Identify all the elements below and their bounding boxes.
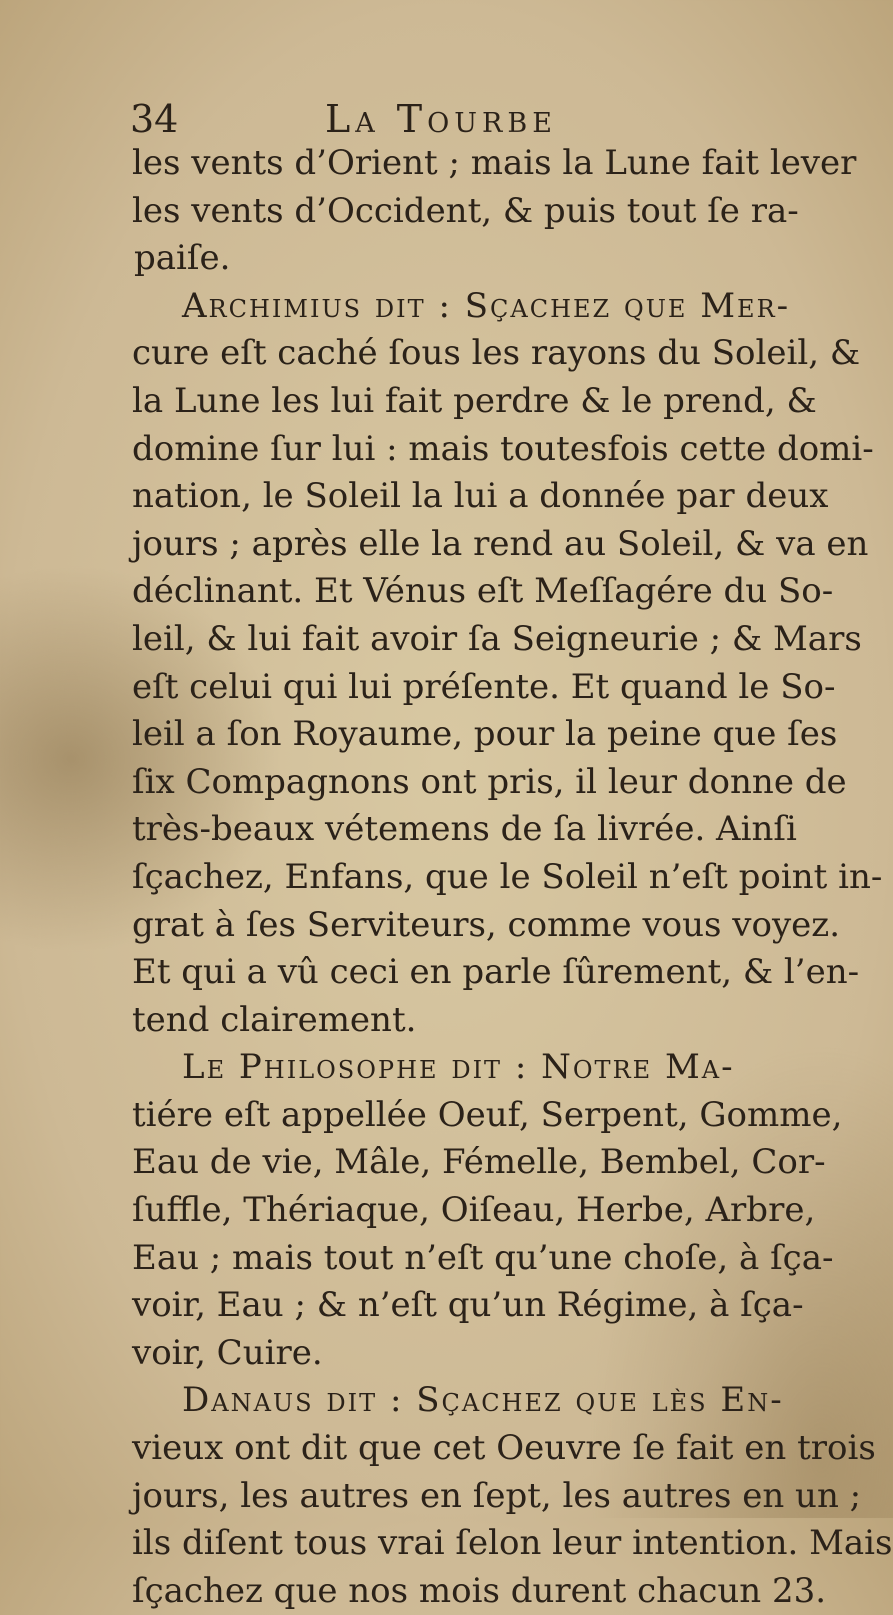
text-line: leil a ſon Royaume, pour la peine que ſes xyxy=(132,714,838,755)
text-line: leil, & lui fait avoir ſa Seigneurie ; & Mars xyxy=(132,618,862,659)
text-line: voir, Cuire. xyxy=(132,1332,323,1373)
page-header xyxy=(130,94,690,144)
text-line: Eau de vie, Mâle, Fémelle, Bembel, Cor- xyxy=(132,1142,826,1183)
text-line: Archimius dit : Sçachez que Mer- xyxy=(182,285,791,326)
text-line: Danaus dit : Sçachez que lès En- xyxy=(182,1380,784,1421)
text-line: tiére eſt appellée Oeuf, Serpent, Gomme, xyxy=(132,1094,843,1135)
text-line: jours ; après elle la rend au Soleil, & va en xyxy=(132,523,869,564)
text-line: les vents d’Occident, & puis tout ſe ra- xyxy=(132,190,799,231)
text-line: déclinant. Et Vénus eſt Meſſagére du So- xyxy=(132,571,834,612)
text-line: paiſe. xyxy=(134,238,231,279)
text-line: ſix Compagnons ont pris, il leur donne de xyxy=(132,761,847,802)
text-line: la Lune les lui fait perdre & le prend, & xyxy=(132,380,817,421)
text-line: les vents d’Orient ; mais la Lune fait lever xyxy=(132,143,857,183)
text-body xyxy=(108,140,893,1615)
text-line: eſt celui qui lui préſente. Et quand le So- xyxy=(132,666,836,707)
running-title: La Tourbe xyxy=(325,97,557,141)
text-line: voir, Eau ; & n’eſt qu’un Régime, à ſça- xyxy=(132,1285,804,1326)
text-line: très-beaux vétemens de ſa livrée. Ainſi xyxy=(132,809,797,850)
text-line: ſuffle, Thériaque, Oiſeau, Herbe, Arbre, xyxy=(132,1190,816,1231)
page-number: 34 xyxy=(130,97,179,141)
text-line: jours, les autres en ſept, les autres en un ; xyxy=(132,1475,862,1516)
text-line: vieux ont dit que cet Oeuvre ſe fait en trois xyxy=(132,1428,876,1469)
text-line: Et qui a vû ceci en parle ſûrement, & l’en- xyxy=(132,952,860,993)
text-line: Eau ; mais tout n’eſt qu’une choſe, à ſça- xyxy=(132,1237,834,1278)
text-line: ils diſent tous vrai ſelon leur intention. Mais xyxy=(132,1523,893,1564)
text-line: grat à ſes Serviteurs, comme vous voyez. xyxy=(132,904,841,945)
text-line: ſçachez, Enfans, que le Soleil n’eſt point in- xyxy=(132,856,883,897)
text-line: tend clairement. xyxy=(132,999,417,1040)
text-line: domine ſur lui : mais toutesfois cette domi- xyxy=(132,428,874,469)
text-line: nation, le Soleil la lui a donnée par deux xyxy=(132,476,829,517)
text-line: ſçachez que nos mois durent chacun 23. xyxy=(132,1570,827,1611)
text-line: Le Philosophe dit : Notre Ma- xyxy=(182,1047,735,1088)
text-line: cure eſt caché ſous les rayons du Soleil, & xyxy=(132,333,861,374)
